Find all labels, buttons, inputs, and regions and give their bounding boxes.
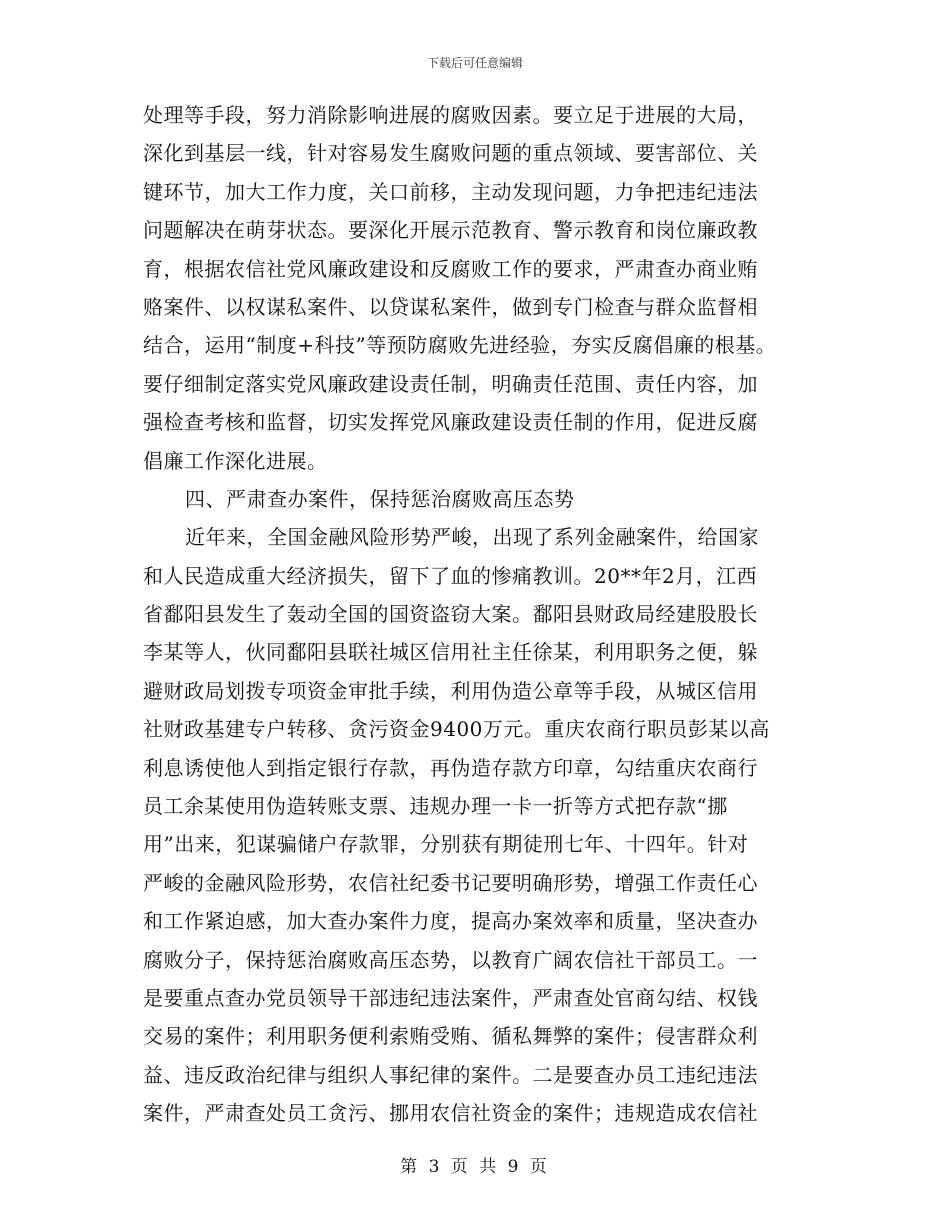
text-line: 是要重点查办党员领导干部违纪违法案件，严肃查处官商勾结、权钱 <box>143 985 758 1010</box>
text-line: 和人民造成重大经济损失，留下了血的惨痛教训。20**年2月，江西 <box>143 563 758 588</box>
text-line: 避财政局划拨专项资金审批手续，利用伪造公章等手段，从城区信用 <box>143 678 758 703</box>
text-line: 结合，运用“制度+科技”等预防腐败先进经验，夯实反腐倡廉的根基。 <box>143 333 777 358</box>
page-number: 第 3 页 共 9 页 <box>400 1157 550 1177</box>
text-line: 处理等手段，努力消除影响进展的腐败因素。要立足于进展的大局， <box>143 103 758 127</box>
text-line: 近年来，全国金融风险形势严峻，出现了系列金融案件，给国家 <box>185 525 759 550</box>
text-line: 深化到基层一线，针对容易发生腐败问题的重点领域、要害部位、关 <box>143 141 758 166</box>
text-line: 键环节，加大工作力度，关口前移，主动发现问题，力争把违纪违法 <box>143 179 758 204</box>
text-line: 问题解决在萌芽状态。要深化开展示范教育、警示教育和岗位廉政教 <box>143 218 758 243</box>
text-line: 赂案件、以权谋私案件、以贷谋私案件，做到专门检查与群众监督相 <box>143 294 758 319</box>
page-header: 下载后可任意编辑 <box>426 56 523 70</box>
text-line: 利息诱使他人到指定银行存款，再伪造存款方印章，勾结重庆农商行 <box>143 755 758 780</box>
text-line: 育，根据农信社党风廉政建设和反腐败工作的要求，严肃查办商业贿 <box>143 256 758 281</box>
text-line: 和工作紧迫感，加大查办案件力度，提高办案效率和质量，坚决查办 <box>143 909 758 934</box>
document-body <box>143 96 813 1133</box>
text-line: 倡廉工作深化进展。 <box>143 448 328 473</box>
section-heading: 四、严肃查办案件，保持惩治腐败高压态势 <box>185 486 575 511</box>
text-line: 腐败分子，保持惩治腐败高压态势，以教育广阔农信社干部员工。一 <box>143 947 758 972</box>
text-line: 益、违反政治纪律与组织人事纪律的案件。二是要查办员工违纪违法 <box>143 1062 758 1087</box>
text-line: 省鄱阳县发生了轰动全国的国资盗窃大案。鄱阳县财政局经建股股长 <box>143 602 758 627</box>
text-line: 社财政基建专户转移、贪污资金9400万元。重庆农商行职员彭某以高 <box>143 717 770 742</box>
text-line: 交易的案件；利用职务便利索贿受贿、循私舞弊的案件；侵害群众利 <box>143 1024 758 1049</box>
text-line: 要仔细制定落实党风廉政建设责任制，明确责任范围、责任内容，加 <box>143 371 758 396</box>
text-line: 严峻的金融风险形势，农信社纪委书记要明确形势，增强工作责任心 <box>143 870 758 895</box>
text-line: 案件，严肃查处员工贪污、挪用农信社资金的案件；违规造成农信社 <box>143 1101 758 1126</box>
text-line: 强检查考核和监督，切实发挥党风廉政建设责任制的作用，促进反腐 <box>143 410 758 435</box>
text-line: 用”出来，犯谋骗储户存款罪，分别获有期徒刑七年、十四年。针对 <box>143 832 749 857</box>
text-line: 员工余某使用伪造转账支票、违规办理一卡一折等方式把存款“挪 <box>143 794 728 819</box>
text-line: 李某等人，伙同鄱阳县联社城区信用社主任徐某，利用职务之便，躲 <box>143 640 758 665</box>
